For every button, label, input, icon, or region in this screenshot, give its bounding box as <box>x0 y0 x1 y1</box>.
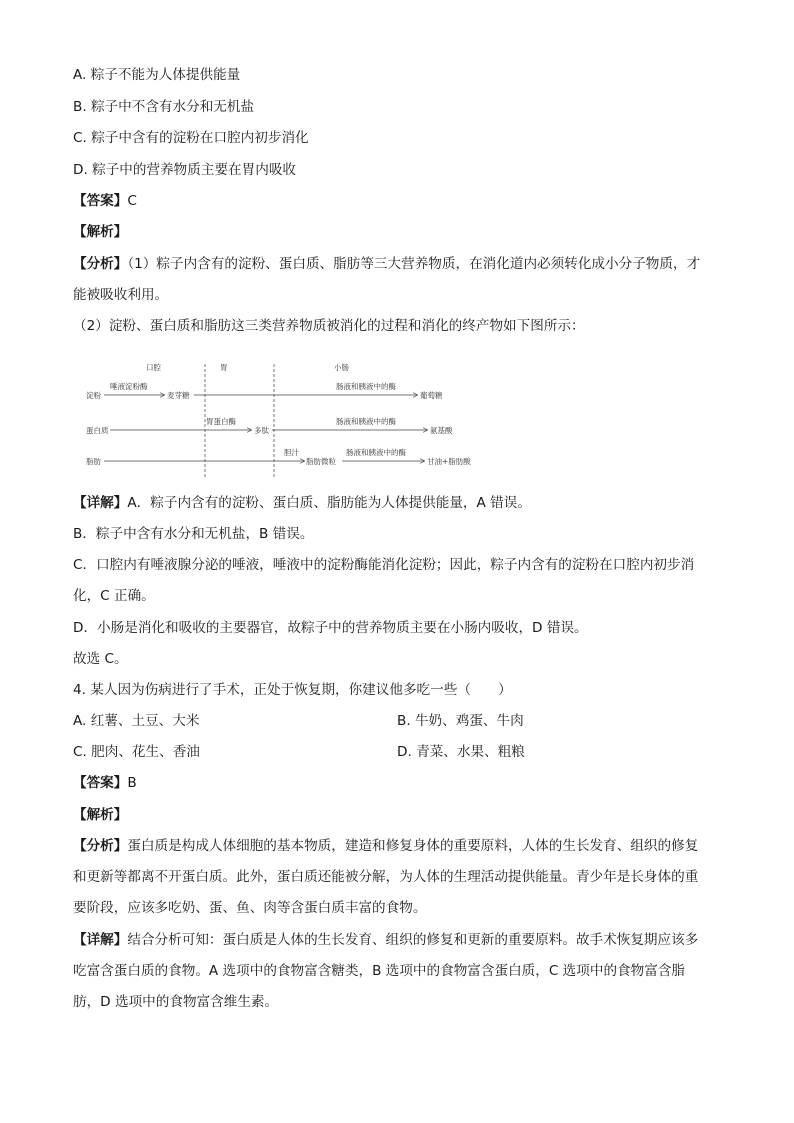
protein-product-1: 多肽 <box>254 426 269 435</box>
q3-fenxi-2: （2）淀粉、蛋白质和脂肪这三类营养物质被消化的过程和消化的终产物如下图所示： <box>73 318 585 334</box>
q3-detail-a <box>73 494 531 512</box>
q4-detail-3: 肪，D 选项中的食物富含维生素。 <box>73 994 279 1010</box>
answer-tag: 【答案】 <box>73 775 128 791</box>
q3-detail-d: D．小肠是消化和吸收的主要器官，故粽子中的营养物质主要在小肠内吸收，D 错误。 <box>73 620 588 636</box>
q3-detail-c2: 化，C 正确。 <box>73 588 155 604</box>
q4-option-d: D. 青菜、水果、粗粮 <box>397 744 525 760</box>
protein-enzyme-2: 肠液和胰液中的酶 <box>336 417 396 426</box>
answer-value: B <box>127 775 137 791</box>
fat-product-1: 脂肪微粒 <box>306 457 336 466</box>
fat-final: 甘油+脂肪酸 <box>427 457 471 466</box>
starch-enzyme-1: 唾液淀粉酶 <box>110 382 148 391</box>
q4-option-b: B. 牛奶、鸡蛋、牛肉 <box>397 713 524 729</box>
q3-fenxi-1b: 能被吸收利用。 <box>73 287 169 303</box>
row-protein-name: 蛋白质 <box>86 426 109 435</box>
starch-final: 葡萄糖 <box>420 391 443 400</box>
starch-product-1: 麦芽糖 <box>167 391 190 400</box>
q4-analysis-tag: 【解析】 <box>73 807 128 823</box>
q3-option-c: C. 粽子中含有的淀粉在口腔内初步消化 <box>73 130 309 146</box>
q4-detail-2: 吃富含蛋白质的食物。A 选项中的食物富含糖类，B 选项中的食物富含蛋白质，C 选项中的食物富含脂 <box>73 963 686 979</box>
q3-analysis-tag: 【解析】 <box>73 224 128 240</box>
q4-fenxi-3: 要阶段，应该多吃奶、蛋、鱼、肉等含蛋白质丰富的食物。 <box>73 900 427 916</box>
q3-detail-b: B．粽子中含有水分和无机盐，B 错误。 <box>73 526 314 542</box>
q3-conclusion: 故选 C。 <box>73 651 128 667</box>
protein-final: 氨基酸 <box>430 426 453 435</box>
q3-fenxi-1a <box>73 255 700 273</box>
row-fat-name: 脂肪 <box>86 457 101 466</box>
q4-option-a: A. 红薯、土豆、大米 <box>73 713 200 729</box>
detail-tag: 【详解】 <box>73 932 128 948</box>
answer-value: C <box>127 193 137 209</box>
q3-detail-c1: C．口腔内有唾液腺分泌的唾液，唾液中的淀粉酶能消化淀粉；因此，粽子内含有的淀粉在口腔内初步消 <box>73 557 695 573</box>
q3-answer <box>73 192 137 210</box>
fenxi-tag: 【分析】 <box>73 838 128 854</box>
detail-tag: 【详解】 <box>73 495 128 511</box>
q4-detail-1 <box>73 931 698 949</box>
header-mouth: 口腔 <box>146 363 161 372</box>
answer-tag: 【答案】 <box>73 193 128 209</box>
q4-fenxi-1 <box>73 837 698 855</box>
fenxi-tag: 【分析】 <box>73 256 128 272</box>
fat-enzyme-1: 胆汁 <box>284 448 299 457</box>
detail-text: 结合分析可知：蛋白质是人体的生长发育、组织的修复和更新的重要原料。故手术恢复期应该多 <box>127 932 699 948</box>
row-starch-name: 淀粉 <box>86 391 101 400</box>
fenxi-text: （1）粽子内含有的淀粉、蛋白质、脂肪等三大营养物质，在消化道内必须转化成小分子物质，才 <box>127 256 701 272</box>
fenxi-text: 蛋白质是构成人体细胞的基本物质，建造和修复身体的重要原料，人体的生长发育、组织的修复 <box>127 838 699 854</box>
detail-text: A．粽子内含有的淀粉、蛋白质、脂肪能为人体提供能量，A 错误。 <box>127 495 531 511</box>
header-small-intestine: 小肠 <box>334 363 349 372</box>
q4-option-c: C. 肥肉、花生、香油 <box>73 744 200 760</box>
fat-enzyme-2: 肠液和胰液中的酶 <box>346 448 406 457</box>
q4-fenxi-2: 和更新等都离不开蛋白质。此外，蛋白质还能被分解，为人体的生理活动提供能量。青少年是长身体的重 <box>73 869 699 885</box>
digestion-diagram <box>84 360 504 480</box>
q3-option-d: D. 粽子中的营养物质主要在胃内吸收 <box>73 162 297 178</box>
q3-option-b: B. 粽子中不含有水分和无机盐 <box>73 99 255 115</box>
q4-answer <box>73 774 137 792</box>
q4-stem: 4. 某人因为伤病进行了手术，正处于恢复期，你建议他多吃一些（ ） <box>73 682 512 698</box>
starch-enzyme-2: 肠液和胰液中的酶 <box>336 382 396 391</box>
header-stomach: 胃 <box>220 363 228 372</box>
q3-option-a: A. 粽子不能为人体提供能量 <box>73 67 241 83</box>
protein-enzyme-1: 胃蛋白酶 <box>206 417 236 426</box>
